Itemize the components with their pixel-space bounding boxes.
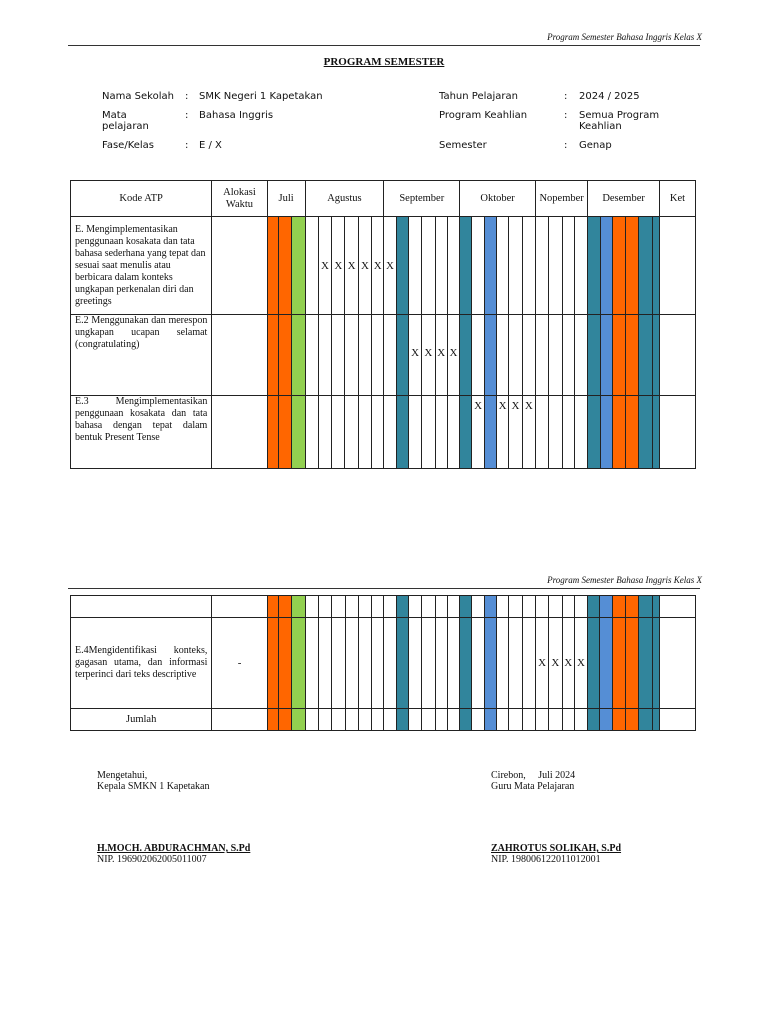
table-row [71, 709, 696, 731]
week-cell [292, 596, 305, 618]
week-cell [460, 596, 472, 618]
week-cell: X [435, 315, 447, 396]
week-cell [549, 709, 562, 731]
week-cell [396, 596, 408, 618]
week-cell: X [447, 315, 459, 396]
week-cell: X [535, 618, 548, 709]
ket-cell [659, 396, 695, 469]
page-header: Program Semester Bahasa Inggris Kelas X [547, 32, 702, 42]
week-cell [318, 596, 331, 618]
ket-cell [659, 315, 695, 396]
week-cell [372, 709, 384, 731]
week-cell [612, 315, 625, 396]
table-row [71, 315, 696, 396]
sig-right-line1: Cirebon, Juli 2024 [491, 770, 576, 781]
week-cell [278, 396, 291, 469]
week-cell [278, 315, 291, 396]
header-month: September [384, 181, 460, 217]
week-cell [535, 709, 548, 731]
week-cell [447, 596, 459, 618]
page-header: Program Semester Bahasa Inggris Kelas X [547, 575, 702, 585]
week-cell: X [372, 217, 384, 315]
week-cell [267, 217, 278, 315]
info-label-program: Program Keahlian [439, 110, 528, 121]
alokasi-waktu-cell: - [212, 618, 267, 709]
info-label-school: Nama Sekolah [102, 91, 174, 102]
week-cell: X [408, 315, 421, 396]
week-cell [639, 217, 652, 315]
week-cell [484, 618, 496, 709]
week-cell [447, 396, 459, 469]
week-cell [509, 596, 522, 618]
week-cell [345, 618, 358, 709]
week-cell [626, 217, 639, 315]
week-cell [522, 709, 535, 731]
sig-left-line2: Kepala SMKN 1 Kapetakan [97, 781, 210, 792]
week-cell [292, 618, 305, 709]
week-cell: X [562, 618, 574, 709]
signature-left [97, 770, 250, 865]
week-cell [305, 596, 318, 618]
atp-description: E.3 Mengimplementasikan penggunaan kosakata dan tata bahasa dengan tepat dalam bentuk Present Tense [71, 396, 212, 469]
week-cell [536, 315, 549, 396]
week-cell [626, 618, 639, 709]
sig-left-nip: NIP. 196902062005011007 [97, 854, 207, 865]
header-rule [68, 45, 700, 46]
header-kode-atp: Kode ATP [71, 181, 212, 217]
ket-cell [659, 217, 695, 315]
week-cell [305, 315, 318, 396]
info-label-subject: Mata pelajaran [102, 110, 149, 132]
sig-right-nip: NIP. 198006122011012001 [491, 854, 601, 865]
week-cell [278, 217, 291, 315]
week-cell: X [472, 396, 484, 469]
week-cell [588, 396, 600, 469]
week-cell [497, 315, 509, 396]
week-cell [292, 315, 305, 396]
week-cell [574, 596, 587, 618]
info-value-year: 2024 / 2025 [579, 91, 640, 102]
header-alokasi-waktu: Alokasi Waktu [212, 181, 267, 217]
header-rule [68, 588, 700, 589]
week-cell [549, 217, 562, 315]
week-cell [600, 618, 612, 709]
week-cell [472, 315, 484, 396]
week-cell [497, 217, 509, 315]
week-cell [267, 315, 278, 396]
week-cell [460, 709, 472, 731]
table-header-row [71, 181, 696, 217]
ket-cell [659, 709, 695, 731]
info-sep: : [185, 91, 189, 102]
week-cell [612, 596, 625, 618]
week-cell [460, 315, 472, 396]
week-cell: X [318, 217, 331, 315]
week-cell [639, 618, 652, 709]
week-cell [509, 217, 522, 315]
week-cell [652, 396, 659, 469]
alokasi-waktu-cell [212, 396, 267, 469]
week-cell [422, 709, 435, 731]
week-cell [626, 315, 639, 396]
table-row [71, 618, 696, 709]
header-month: Oktober [460, 181, 536, 217]
week-cell [345, 396, 358, 469]
week-cell [332, 709, 345, 731]
week-cell [460, 396, 472, 469]
atp-description [71, 596, 212, 618]
week-cell [588, 709, 600, 731]
week-cell [422, 618, 435, 709]
week-cell [332, 618, 345, 709]
week-cell [522, 315, 535, 396]
week-cell [600, 396, 612, 469]
week-cell [472, 618, 484, 709]
week-cell [612, 618, 625, 709]
week-cell [600, 315, 612, 396]
week-cell [549, 396, 562, 469]
header-month: Agustus [305, 181, 384, 217]
week-cell [447, 618, 459, 709]
week-cell: X [497, 396, 509, 469]
week-cell: X [549, 618, 562, 709]
week-cell [600, 596, 612, 618]
ket-cell [659, 596, 695, 618]
info-value-program: Semua Program Keahlian [579, 110, 660, 132]
week-cell [639, 396, 652, 469]
week-cell [472, 709, 484, 731]
week-cell [574, 217, 587, 315]
week-cell [562, 217, 574, 315]
info-sep: : [185, 110, 189, 121]
week-cell [588, 618, 600, 709]
week-cell: X [332, 217, 345, 315]
week-cell: X [358, 217, 371, 315]
week-cell [435, 596, 447, 618]
week-cell [484, 396, 496, 469]
week-cell [612, 396, 625, 469]
week-cell [460, 217, 472, 315]
week-cell [305, 709, 318, 731]
info-label-class: Fase/Kelas [102, 140, 155, 151]
week-cell [484, 709, 496, 731]
week-cell [396, 217, 408, 315]
week-cell [384, 315, 396, 396]
week-cell [435, 709, 447, 731]
week-cell [639, 596, 652, 618]
alokasi-waktu-cell [212, 315, 267, 396]
week-cell [639, 315, 652, 396]
atp-description: E.4Mengidentifikasi konteks, gagasan utama, dan informasi terperinci dari teks descriptive [71, 618, 212, 709]
week-cell [435, 618, 447, 709]
week-cell [626, 596, 639, 618]
atp-description: E. Mengimplementasikan penggunaan kosakata dan tata bahasa sederhana yang tepat dan sesuai saat menulis atau berbicara dalam konteks ungkapan perkenalan diri dan greetings [71, 217, 212, 315]
week-cell [535, 596, 548, 618]
week-cell [626, 709, 639, 731]
week-cell [509, 315, 522, 396]
week-cell [435, 217, 447, 315]
week-cell [652, 596, 659, 618]
semester-program-table-continued [70, 595, 696, 731]
info-value-subject: Bahasa Inggris [199, 110, 274, 121]
header-month: Nopember [536, 181, 588, 217]
week-cell [612, 709, 625, 731]
week-cell [588, 596, 600, 618]
week-cell [305, 618, 318, 709]
week-cell [409, 709, 422, 731]
table-row [71, 596, 696, 618]
week-cell: X [384, 217, 396, 315]
info-sep: : [185, 140, 189, 151]
week-cell [574, 709, 587, 731]
week-cell [549, 315, 562, 396]
week-cell [588, 217, 600, 315]
week-cell [396, 315, 408, 396]
week-cell [396, 396, 408, 469]
week-cell [484, 315, 496, 396]
week-cell [447, 709, 459, 731]
week-cell [639, 709, 652, 731]
week-cell [409, 596, 422, 618]
week-cell [305, 217, 318, 315]
week-cell [574, 396, 587, 469]
week-cell [408, 396, 421, 469]
header-ket: Ket [659, 181, 695, 217]
sig-left-name: H.MOCH. ABDURACHMAN, S.Pd [97, 843, 251, 854]
page-title: PROGRAM SEMESTER [323, 56, 445, 68]
alokasi-waktu-cell [212, 596, 267, 618]
week-cell [574, 315, 587, 396]
week-cell [509, 618, 522, 709]
week-cell [497, 596, 509, 618]
week-cell [305, 396, 318, 469]
header-month: Juli [267, 181, 305, 217]
week-cell [562, 396, 574, 469]
week-cell [384, 396, 396, 469]
week-cell: X [522, 396, 535, 469]
week-cell [267, 396, 278, 469]
week-cell [562, 596, 574, 618]
week-cell [472, 217, 484, 315]
week-cell [278, 618, 291, 709]
week-cell [422, 396, 435, 469]
week-cell [522, 618, 535, 709]
atp-description: E.2 Menggunakan dan merespon ungkapan ucapan selamat (congratulating) [71, 315, 212, 396]
week-cell [332, 396, 345, 469]
week-cell [409, 618, 422, 709]
week-cell [332, 596, 345, 618]
week-cell [292, 709, 305, 731]
info-label-semester: Semester [439, 140, 487, 151]
info-sep: : [564, 91, 568, 102]
week-cell [612, 217, 625, 315]
week-cell [484, 596, 496, 618]
week-cell [626, 396, 639, 469]
week-cell [292, 396, 305, 469]
week-cell [484, 217, 496, 315]
week-cell [358, 709, 371, 731]
week-cell [384, 596, 396, 618]
info-value-school: SMK Negeri 1 Kapetakan [199, 91, 323, 102]
week-cell: X [509, 396, 522, 469]
table-row [71, 217, 696, 315]
week-cell [460, 618, 472, 709]
week-cell [435, 396, 447, 469]
week-cell [652, 217, 659, 315]
week-cell [396, 618, 408, 709]
week-cell: X [345, 217, 358, 315]
week-cell [422, 217, 435, 315]
week-cell [549, 596, 562, 618]
week-cell [318, 315, 331, 396]
week-cell [372, 596, 384, 618]
week-cell [318, 396, 331, 469]
week-cell [278, 709, 291, 731]
info-sep: : [564, 110, 568, 121]
info-value-semester: Genap [579, 140, 612, 151]
ket-cell [659, 618, 695, 709]
week-cell [267, 596, 278, 618]
week-cell [652, 709, 659, 731]
alokasi-waktu-cell [212, 217, 267, 315]
week-cell [358, 596, 371, 618]
week-cell [267, 618, 278, 709]
week-cell [372, 618, 384, 709]
week-cell [588, 315, 600, 396]
week-cell [358, 315, 371, 396]
week-cell [652, 618, 659, 709]
sig-right-name: ZAHROTUS SOLIKAH, S.Pd [491, 843, 622, 854]
sig-left-line1: Mengetahui, [97, 770, 148, 781]
week-cell [318, 618, 331, 709]
week-cell [345, 709, 358, 731]
week-cell: X [422, 315, 435, 396]
week-cell [562, 709, 574, 731]
week-cell [318, 709, 331, 731]
week-cell [522, 217, 535, 315]
sig-right-line2: Guru Mata Pelajaran [491, 781, 575, 792]
alokasi-waktu-cell [212, 709, 267, 731]
week-cell [292, 217, 305, 315]
week-cell [562, 315, 574, 396]
week-cell [345, 315, 358, 396]
week-cell [509, 709, 522, 731]
week-cell [332, 315, 345, 396]
info-label-year: Tahun Pelajaran [439, 91, 518, 102]
info-value-class: E / X [199, 140, 222, 151]
week-cell [358, 396, 371, 469]
header-month: Desember [588, 181, 660, 217]
week-cell [536, 396, 549, 469]
week-cell [472, 596, 484, 618]
week-cell [345, 596, 358, 618]
week-cell [536, 217, 549, 315]
signature-right [491, 770, 621, 865]
table-row [71, 396, 696, 469]
week-cell [497, 618, 509, 709]
week-cell [522, 596, 535, 618]
jumlah-label: Jumlah [71, 709, 212, 731]
semester-program-table [70, 180, 696, 469]
week-cell [372, 315, 384, 396]
week-cell [396, 709, 408, 731]
week-cell [384, 709, 396, 731]
week-cell [358, 618, 371, 709]
week-cell [267, 709, 278, 731]
week-cell [278, 596, 291, 618]
week-cell [422, 596, 435, 618]
info-sep: : [564, 140, 568, 151]
week-cell [447, 217, 459, 315]
week-cell [497, 709, 509, 731]
week-cell [600, 709, 612, 731]
week-cell [600, 217, 612, 315]
week-cell [652, 315, 659, 396]
week-cell: X [574, 618, 587, 709]
week-cell [408, 217, 421, 315]
week-cell [384, 618, 396, 709]
week-cell [372, 396, 384, 469]
